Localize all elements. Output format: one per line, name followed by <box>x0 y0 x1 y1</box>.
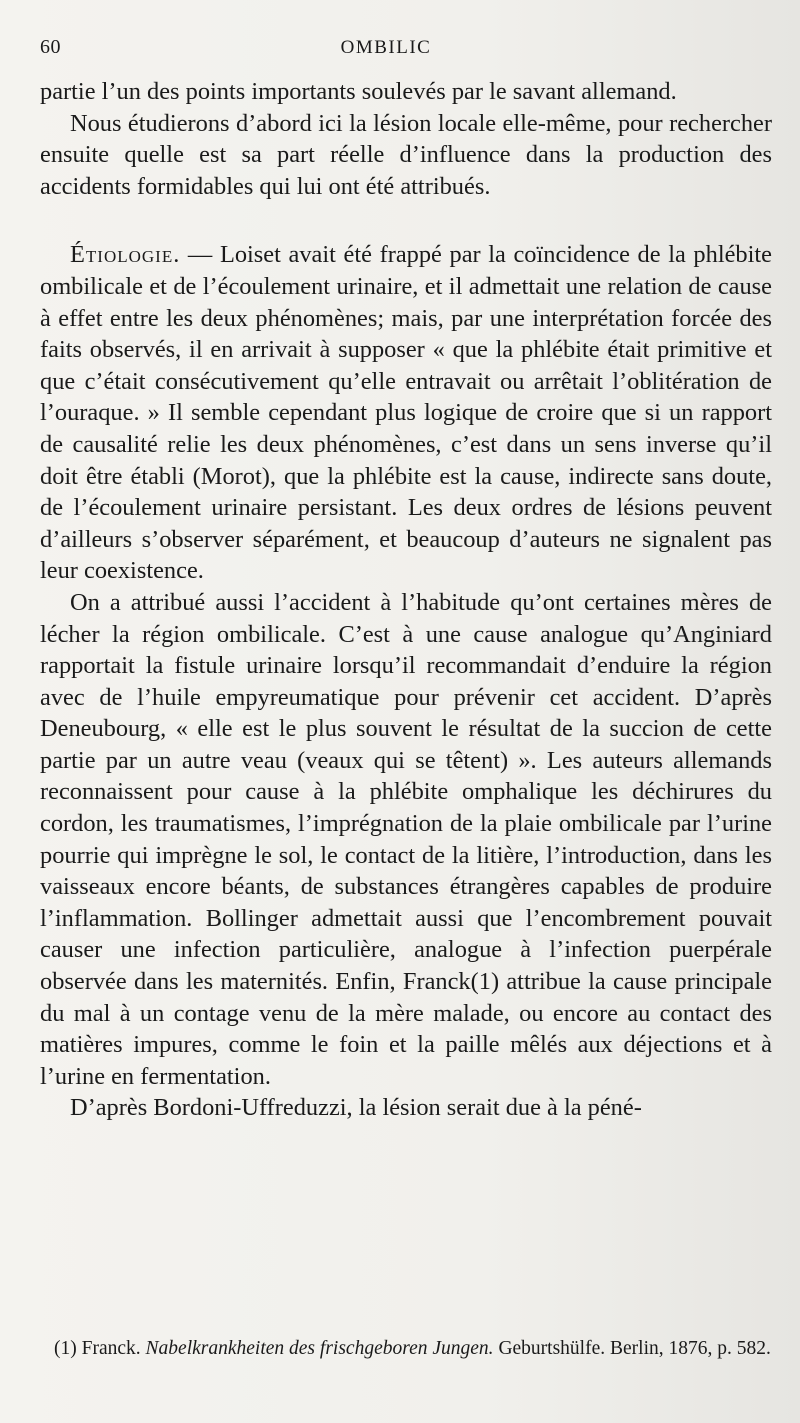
paragraph-4: On a attribué aussi l’accident à l’habitude qu’ont certaines mères de lécher la région ombilicale. C’est à une cause analogue qu’Anginiard rapportait la fistule urinaire lorsqu’il recommandait d’enduire la région avec de l’huile empyreumatique pour prévenir cet accident. D’après Deneubourg, « elle est le plus souvent le résultat de la succion de cette partie par un autre veau (veaux qui se têtent) ». Les auteurs allemands reconnaissent pour cause à la phlébite omphalique les déchirures du cordon, les traumatismes, l’imprégnation de la plaie ombilicale par l’urine pourrie qui imprègne le sol, le contact de la litière, l’introduction, dans les vaisseaux encore béants, de substances étrangères capables de produire l’inflammation. Bollinger admettait aussi que l’encombrement pouvait causer une infection particulière, analogue à l’infection puerpérale observée dans les maternités. Enfin, Franck(1) attribue la cause principale du mal à un contage venu de la mère malade, ou encore au contact des matières impures, comme le foin et la paille mêlés aux déjections et à l’urine en fermentation. <box>40 588 772 1090</box>
page-number: 60 <box>40 36 61 58</box>
paragraph-etiologie <box>40 239 772 587</box>
paragraph-1: partie l’un des points importants soulevés par le savant allemand. <box>40 78 677 105</box>
paragraph-3-text: — Loiset avait été frappé par la coïncidence de la phlébite ombilicale et de l’écoulement urinaire, et il admettait une relation de cause à effet entre les deux phénomènes; mais, par une interprétation forcée des faits observés, il en arrivait à supposer « que la phlébite était primitive et que c’était consécutivement qu’elle entravait ou arrêtait l’oblitération de l’ouraque. » Il semble cependant plus logique de croire que si un rapport de causalité relie les deux phénomènes, c’est dans un sens inverse qu’il doit être établi (Morot), que la phlébite est la cause, indirecte sans doute, de l’écoulement urinaire persistant. Les deux ordres de lésions peuvent d’ailleurs s’observer séparément, et beaucoup d’auteurs ne signalent pas leur coexistence. <box>40 241 772 585</box>
footnotes <box>40 1336 772 1362</box>
running-title: OMBILIC <box>340 37 432 58</box>
footnote-marker: (1) <box>54 1338 77 1359</box>
section-gap <box>40 202 772 239</box>
footnote-title: Nabelkrankheiten des frischgeboren Jungen. <box>145 1338 494 1359</box>
page-header <box>40 36 772 76</box>
paragraph-2: Nous étudierons d’abord ici la lésion locale elle-même, pour rechercher ensuite quelle est sa part réelle d’influence dans la production des accidents formidables qui lui ont été attribués. <box>40 109 772 200</box>
footnote-author: Franck. <box>76 1338 146 1359</box>
body-text <box>40 76 772 1124</box>
paragraph-5: D’après Bordoni-Uffreduzzi, la lésion serait due à la péné- <box>70 1094 642 1122</box>
footnote-1 <box>40 1336 772 1362</box>
footnote-rest: Geburtshülfe. Berlin, 1876, p. 582. <box>493 1338 771 1359</box>
section-heading: Étiologie. <box>70 241 181 269</box>
